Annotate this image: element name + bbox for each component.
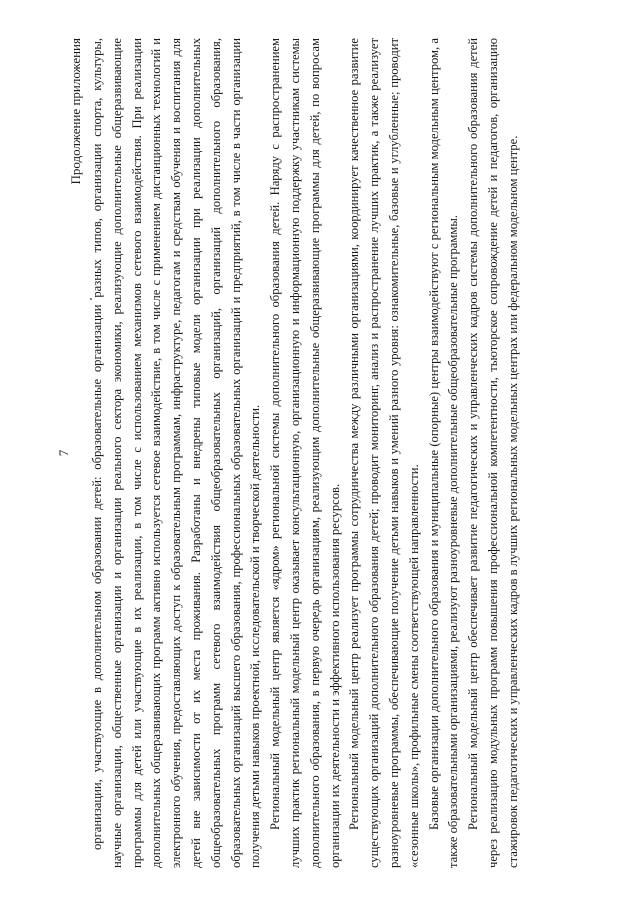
page-number: 7 — [56, 449, 71, 456]
paragraph: Региональный модельный центр является «ядром» региональной системы дополнительного образования детей. Наряду с распространением лучших практик региональный модельный центр оказывает консультационную, организационную и информационную поддержку участникам системы дополнительного образования, в первую очередь организациям, реализующим дополнительные общеразвивающие программы для детей, по вопросам организации их деятельности и эффективного использования ресурсов. — [268, 37, 342, 868]
paragraph: Региональный модельный центр обеспечивает развитие педагогических и управленческих кадров системы дополнительного образования детей через реализацию модульных программ повышения профессиональной компетентности, тьюторское сопровождение детей и педагогов, организацию стажировок педагогических и управленческих кадров в лучших региональных модельных центрах или федеральном модельном центре. — [466, 37, 520, 868]
paragraph: Региональный модельный центр реализует программы сотрудничества между различными организациями, координирует качественное развитие существующих организаций дополнительного образования детей; проводит мониторинг, анализ и распространение лучших практик, а также реализует разноуровневые программы, обеспечивающие получение детьми навыков и умений разного уровня: ознакомительные, базовые и углубленные; проводит «сезонные школы», профильные смены соответствующей направленности. — [347, 37, 421, 868]
continuation-label: Продолжение приложения — [68, 37, 83, 185]
rotated-content — [50, 38, 590, 868]
paragraph: Базовые организации дополнительного образования и муниципальные (опорные) центры взаимодействуют с региональным модельным центром, а также образовательными организациями, реализуют разноуровневые дополнительные общеобразовательные программы. — [426, 37, 461, 868]
page-header — [50, 38, 90, 868]
body-text — [88, 38, 524, 868]
paragraph: организации, участвующие в дополнительном образовании детей: образовательные организации разных типов, организации спорта, культуры, научные организации, общественные организации и организации реального сектора экономики, реализующие дополнительные общеразвивающие программы для детей или участвующие в их реализации, в том числе с использованием механизмов сетевого взаимодействия. При реализации дополнительных общеразвивающих программ активно используется сетевое взаимодействие, в том числе с применением дистанционных технологий и электронного обучения, предоставляющих доступ к образовательным программам, инфраструктуре, педагогам и средствам обучения и воспитания для детей вне зависимости от их места проживания. Разработаны и внедрены типовые модели организации при реализации дополнительных общеобразовательных программ сетевого взаимодействия общеобразовательных организаций, организаций дополнительного образования, образовательных организаций высшего образования, профессиональных образовательных организаций и предприятий, в том числе в части организации получения детьми навыков проектной, исследовательской и творческой деятельности. — [90, 37, 263, 868]
